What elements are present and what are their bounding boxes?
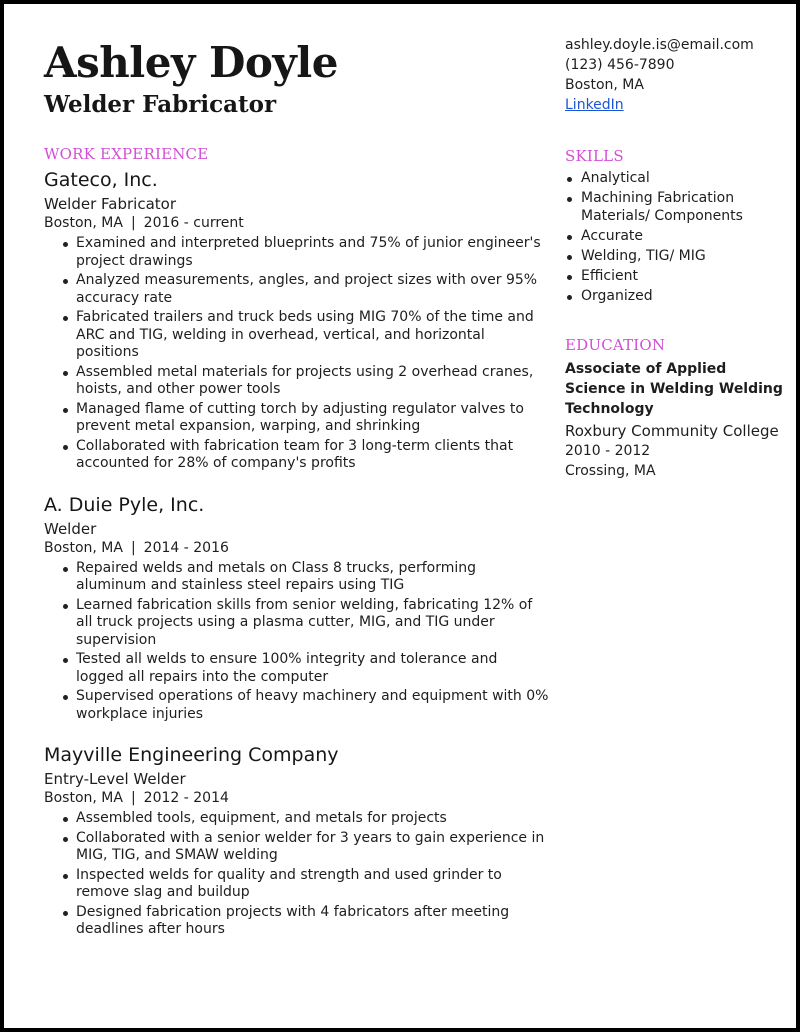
job-bullet: Assembled tools, equipment, and metals for projects <box>44 810 549 828</box>
job-bullet: Repaired welds and metals on Class 8 trucks, performing aluminum and stainless steel repairs using TIG <box>44 560 549 595</box>
candidate-title: Welder Fabricator <box>44 91 277 118</box>
job-dates: 2012 - 2014 <box>143 790 229 806</box>
job-bullet: Assembled metal materials for projects using 2 overhead cranes, hoists, and other power tools <box>44 364 549 399</box>
job-entry <box>44 493 549 724</box>
contact-email[interactable]: ashley.doyle.is@email.com <box>565 37 754 53</box>
job-role: Welder Fabricator <box>44 195 176 213</box>
job-bullet: Tested all welds to ensure 100% integrity and tolerance and logged all repairs into the computer <box>44 651 549 686</box>
job-location: Boston, MA <box>44 215 123 231</box>
skill-item: Efficient <box>565 268 785 286</box>
job-bullet: Supervised operations of heavy machinery and equipment with 0% workplace injuries <box>44 688 549 723</box>
job-meta <box>44 214 549 233</box>
skill-item: Machining Fabrication Materials/ Components <box>565 190 785 225</box>
job-bullets <box>44 810 549 939</box>
linkedin-link[interactable]: LinkedIn <box>565 97 624 113</box>
main-column <box>44 38 549 941</box>
job-company: Gateco, Inc. <box>44 169 158 191</box>
job-bullet: Analyzed measurements, angles, and project sizes with over 95% accuracy rate <box>44 272 549 307</box>
job-bullets <box>44 560 549 724</box>
work-experience-heading: WORK EXPERIENCE <box>44 145 209 163</box>
job-bullets <box>44 235 549 473</box>
job-bullet: Examined and interpreted blueprints and 75% of junior engineer's project drawings <box>44 235 549 270</box>
skill-item: Welding, TIG/ MIG <box>565 248 785 266</box>
job-bullet: Fabricated trailers and truck beds using MIG 70% of the time and ARC and TIG, welding in overhead, vertical, and horizontal positions <box>44 309 549 362</box>
job-entry <box>44 168 549 473</box>
skill-item: Organized <box>565 288 785 306</box>
education-location: Crossing, MA <box>565 463 656 479</box>
job-dates: 2014 - 2016 <box>143 539 229 556</box>
job-role: Welder <box>44 519 97 538</box>
job-bullet: Designed fabrication projects with 4 fabricators after meeting deadlines after hours <box>44 904 549 939</box>
education-school: Roxbury Community College <box>565 422 779 440</box>
job-location: Boston, MA <box>44 790 123 806</box>
education-dates: 2010 - 2012 <box>565 443 651 459</box>
education-heading: EDUCATION <box>565 336 666 354</box>
job-role: Entry-Level Welder <box>44 770 186 788</box>
job-bullet: Collaborated with a senior welder for 3 years to gain experience in MIG, TIG, and SMAW welding <box>44 830 549 865</box>
job-company: A. Duie Pyle, Inc. <box>44 493 205 516</box>
sidebar-column <box>565 35 785 481</box>
job-location: Boston, MA <box>44 539 123 556</box>
job-dates: 2016 - current <box>143 215 244 231</box>
education-degree: Associate of Applied Science in Welding Welding Technology <box>565 361 783 417</box>
job-separator: | <box>130 790 136 806</box>
job-company: Mayville Engineering Company <box>44 744 339 766</box>
contact-phone: (123) 456-7890 <box>565 57 675 73</box>
job-meta <box>44 789 549 808</box>
skills-list <box>565 170 785 305</box>
job-separator: | <box>130 539 136 556</box>
job-bullet: Learned fabrication skills from senior welding, fabricating 12% of all truck projects using a plasma cutter, MIG, and TIG under supervision <box>44 597 549 650</box>
skills-heading: SKILLS <box>565 147 624 165</box>
job-bullet: Inspected welds for quality and strength and used grinder to remove slag and buildup <box>44 867 549 902</box>
job-bullet: Managed flame of cutting torch by adjusting regulator valves to prevent metal expansion, warping, and shrinking <box>44 401 549 436</box>
contact-location: Boston, MA <box>565 77 644 93</box>
candidate-name: Ashley Doyle <box>44 38 338 87</box>
job-meta <box>44 539 549 558</box>
job-bullet: Collaborated with fabrication team for 3 long-term clients that accounted for 28% of company's profits <box>44 438 549 473</box>
job-separator: | <box>130 215 136 231</box>
skill-item: Accurate <box>565 228 785 246</box>
job-entry <box>44 743 549 939</box>
skill-item: Analytical <box>565 170 785 188</box>
